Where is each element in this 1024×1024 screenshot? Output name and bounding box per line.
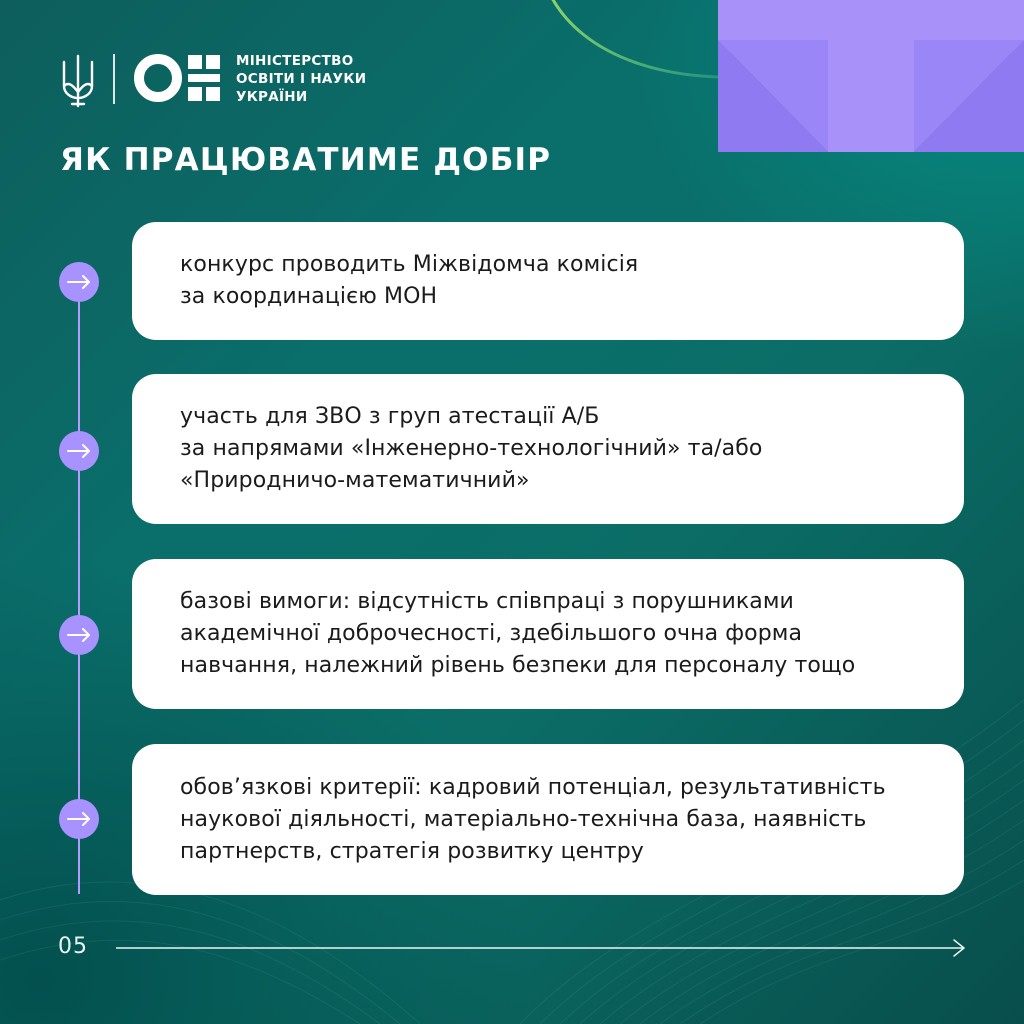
card-line: академічної доброчесності, здебільшого очна форма (180, 621, 803, 646)
card-text-1 (180, 249, 638, 313)
mon-logo-icon (132, 52, 224, 104)
trident-icon (58, 52, 98, 108)
card-line: за напрямами «Інженерно-технологічний» та/або (180, 436, 763, 461)
arrow-right-icon (67, 444, 91, 458)
card-line: «Природничо-математичний» (180, 468, 530, 493)
card-text-4 (180, 772, 886, 868)
info-card-3 (132, 559, 964, 709)
timeline-marker-4 (59, 799, 99, 839)
brand-shape-icon (718, 0, 1024, 152)
timeline-marker-3 (59, 615, 99, 655)
ministry-name (236, 52, 436, 106)
card-text-3 (180, 586, 855, 682)
next-arrow-icon (116, 938, 968, 958)
card-line: за координацією МОН (180, 284, 438, 309)
page-number: 05 (58, 934, 88, 959)
card-line: конкурс проводить Міжвідомча комісія (180, 252, 639, 277)
arrow-right-icon (67, 275, 91, 289)
info-card-4 (132, 744, 964, 895)
card-line: участь для ЗВО з груп атестації А/Б (180, 404, 600, 429)
header-divider (113, 54, 115, 104)
info-card-1 (132, 222, 964, 340)
info-card-2 (132, 374, 964, 524)
timeline-marker-1 (59, 262, 99, 302)
timeline-marker-2 (59, 431, 99, 471)
page-title: ЯК ПРАЦЮВАТИМЕ ДОБІР (60, 142, 552, 178)
card-line: наукової діяльності, матеріально-технічна база, наявність (180, 806, 867, 832)
card-line: навчання, належний рівень безпеки для персоналу тощо (180, 653, 856, 678)
card-line: обов’язкові критерії: кадровий потенціал, результативність (180, 774, 886, 800)
card-line: партнерств, стратегія розвитку центру (180, 838, 644, 864)
ministry-line-2: ОСВІТИ І НАУКИ (236, 71, 367, 87)
arrow-right-icon (67, 628, 91, 642)
card-text-2 (180, 401, 763, 497)
arrow-right-icon (67, 812, 91, 826)
ministry-line-3: УКРАЇНИ (236, 89, 308, 105)
card-line: базові вимоги: відсутність співпраці з порушниками (180, 589, 794, 614)
ministry-line-1: МІНІСТЕРСТВО (236, 53, 354, 69)
